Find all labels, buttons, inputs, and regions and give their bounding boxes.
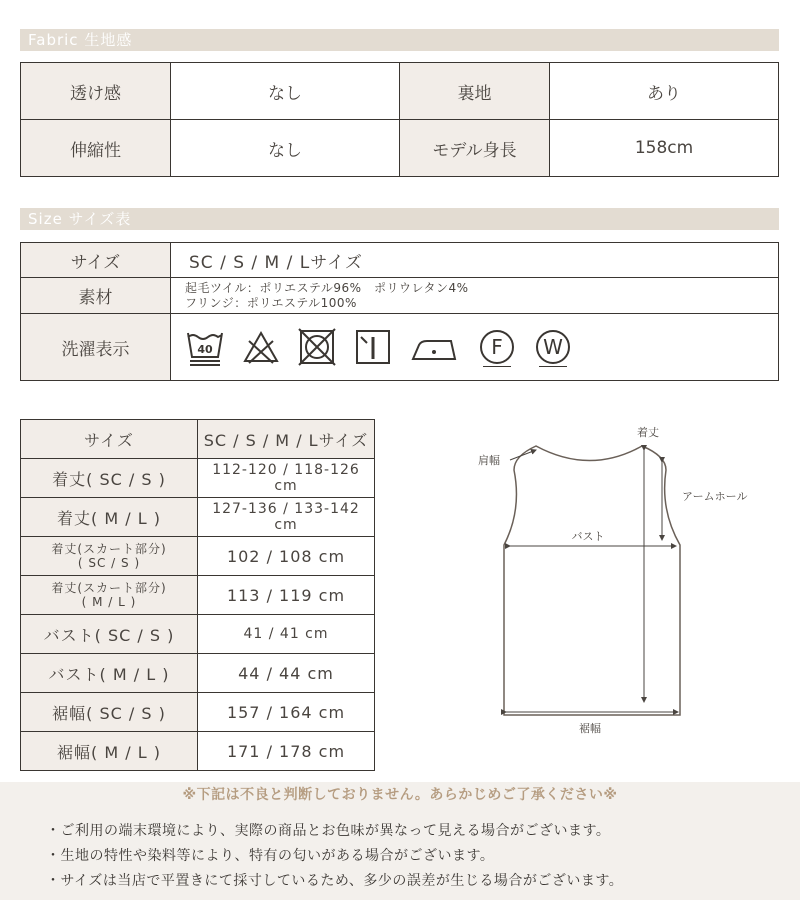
model-height-label: モデル身長 (400, 120, 550, 177)
shoulder-label: 肩幅 (478, 454, 500, 467)
table-row (21, 459, 375, 498)
notice-box (0, 782, 800, 900)
material-line-2: フリンジ：ポリエステル100% (185, 295, 357, 310)
model-height-value: 158cm (550, 120, 779, 177)
size-info-table (20, 242, 779, 381)
hem-label: 裾幅 (579, 722, 601, 735)
notice-line-2: ・生地の特性や染料等により、特有の匂いがある場合がございます。 (46, 848, 495, 864)
table-row (21, 615, 375, 654)
size-section-header: Size サイズ表 (20, 208, 779, 230)
skirt-length-label-line2: ( SC / S ) (77, 556, 141, 570)
armhole-label: アームホール (682, 490, 748, 503)
low-iron-icon (409, 327, 461, 367)
no-tumble-dry-icon (297, 327, 337, 367)
length-m-l-value: 127-136 / 133-142 cm (198, 498, 375, 537)
table-row (21, 693, 375, 732)
table-row (21, 498, 375, 537)
garment-diagram (470, 420, 780, 740)
skirt-length-label-line2: ( M / L ) (81, 595, 137, 609)
drip-dry-icon (353, 327, 393, 367)
see-through-value: なし (171, 63, 400, 120)
skirt-length-m-l-value: 113 / 119 cm (198, 576, 375, 615)
dry-clean-f-icon (477, 327, 517, 367)
bust-m-l-value: 44 / 44 cm (198, 654, 375, 693)
hem-m-l-value: 171 / 178 cm (198, 732, 375, 771)
table-row (21, 576, 375, 615)
skirt-length-label-line1: 着丈(スカート部分) (51, 542, 167, 556)
bust-m-l-label: バスト( M / L ) (21, 654, 198, 693)
lining-label: 裏地 (400, 63, 550, 120)
stretch-label: 伸縮性 (21, 120, 171, 177)
skirt-length-sc-s-value: 102 / 108 cm (198, 537, 375, 576)
garment-outline (504, 446, 680, 715)
length-m-l-label: 着丈( M / L ) (21, 498, 198, 537)
care-label: 洗濯表示 (21, 314, 171, 381)
shoulder-arrow (510, 450, 536, 460)
table-row (21, 120, 779, 177)
table-row (21, 243, 779, 278)
wash-40-icon (185, 327, 225, 367)
no-bleach-icon (241, 327, 281, 367)
table-row (21, 420, 375, 459)
table-row (21, 278, 779, 314)
lining-value: あり (550, 63, 779, 120)
length-sc-s-label: 着丈( SC / S ) (21, 459, 198, 498)
notice-line-3: ・サイズは当店で平置きにて採寸しているため、多少の誤差が生じる場合がございます。 (46, 873, 624, 889)
table-row (21, 732, 375, 771)
hem-m-l-label: 裾幅( M / L ) (21, 732, 198, 771)
material-line-1: 起毛ツイル：ポリエステル96% ポリウレタン4% (185, 280, 469, 295)
wet-clean-w-icon (533, 327, 573, 367)
table-row (21, 654, 375, 693)
skirt-length-m-l-label (21, 576, 198, 615)
measure-size-value: SC / S / M / Lサイズ (198, 420, 375, 459)
stretch-value: なし (171, 120, 400, 177)
see-through-label: 透け感 (21, 63, 171, 120)
bust-sc-s-label: バスト( SC / S ) (21, 615, 198, 654)
dry-clean-f-text: F (491, 335, 503, 359)
table-row (21, 63, 779, 120)
care-icons (171, 314, 779, 381)
measure-size-label: サイズ (21, 420, 198, 459)
bust-sc-s-value: 41 / 41 cm (198, 615, 375, 654)
skirt-length-label-line1: 着丈(スカート部分) (51, 581, 167, 595)
table-row (21, 537, 375, 576)
material-value (171, 278, 779, 314)
table-row (21, 314, 779, 381)
length-sc-s-value: 112-120 / 118-126 cm (198, 459, 375, 498)
notice-line-1: ・ご利用の端末環境により、実際の商品とお色味が異なって見える場合がございます。 (46, 823, 611, 839)
skirt-length-sc-s-label (21, 537, 198, 576)
hem-sc-s-label: 裾幅( SC / S ) (21, 693, 198, 732)
fabric-section-header: Fabric 生地感 (20, 29, 779, 51)
hem-sc-s-value: 157 / 164 cm (198, 693, 375, 732)
wet-clean-w-text: W (543, 335, 563, 359)
wash-40-text: 40 (197, 343, 213, 356)
size-value: SC / S / M / Lサイズ (171, 243, 779, 278)
material-label: 素材 (21, 278, 171, 314)
bust-label: バスト (571, 530, 605, 543)
size-label: サイズ (21, 243, 171, 278)
fabric-table (20, 62, 779, 177)
measurement-table (20, 419, 375, 771)
notice-title: ※下記は不良と判断しておりません。あらかじめご了承ください※ (182, 787, 618, 803)
length-label: 着丈 (637, 426, 659, 439)
